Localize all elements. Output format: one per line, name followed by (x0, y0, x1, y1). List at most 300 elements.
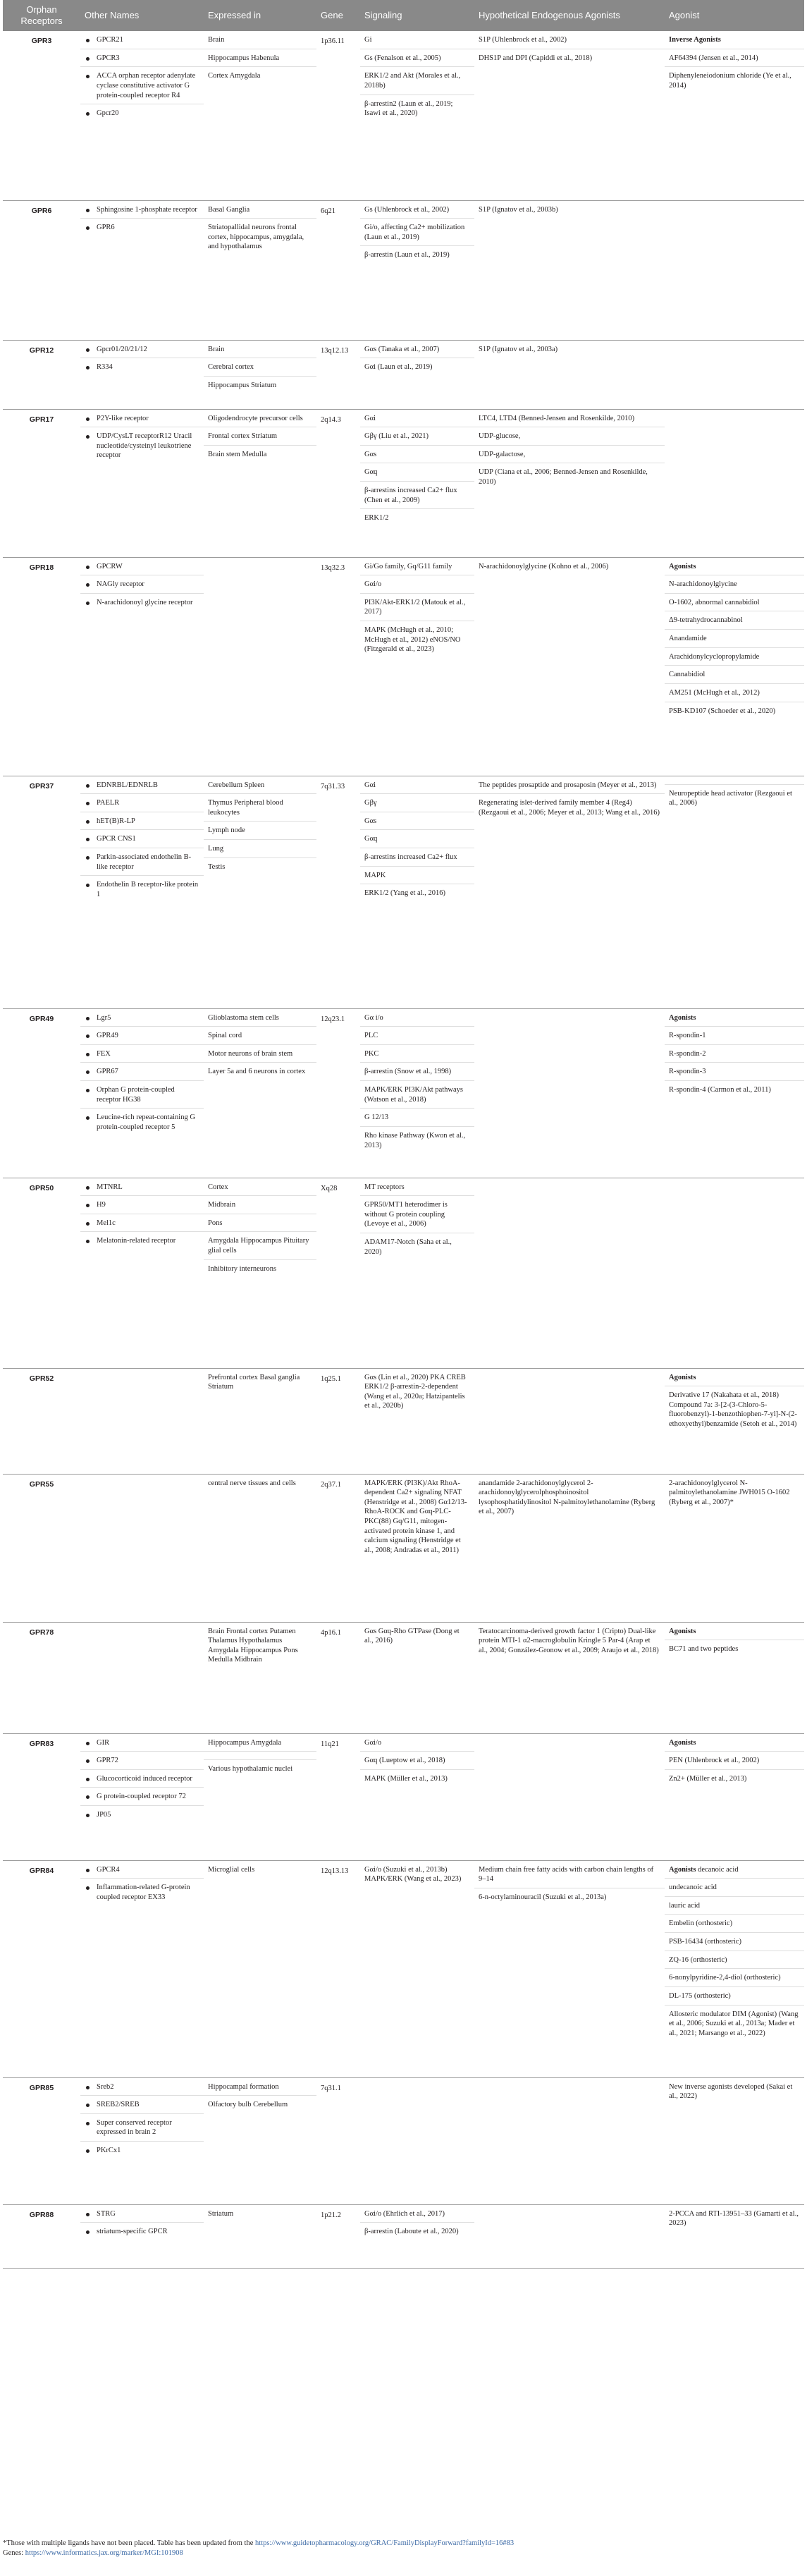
bullet-icon (86, 1742, 90, 1745)
other-name-column (80, 340, 204, 409)
other-name-column (80, 1368, 204, 1474)
agonist: R-spondin-2 (665, 1045, 804, 1063)
agonist: New inverse agonists developed (Sakai et al., 2022) (669, 2082, 793, 2101)
hypothetical-agonist-column (474, 1008, 665, 1178)
signaling: Gαs (Tanaka et al., 2007) (360, 341, 474, 359)
gene-location: 1p21.2 (316, 2204, 360, 2268)
signaling-column (360, 1622, 474, 1733)
other-name-text: Sreb2 (97, 2082, 114, 2091)
header-other-names: Other Names (80, 0, 204, 31)
other-name-text: GPR72 (97, 1757, 118, 1765)
bullet-icon (86, 802, 90, 805)
bullet-icon (86, 1017, 90, 1020)
signaling-column (360, 200, 474, 340)
footnote-line-2 (3, 2548, 804, 2558)
agonist-column (665, 1178, 804, 1368)
bullet-icon (86, 1869, 90, 1872)
signaling-column (360, 1368, 474, 1474)
expressed-in: Midbrain (204, 1196, 316, 1214)
other-name-text: GPCR3 (97, 54, 120, 62)
signaling: PKC (360, 1045, 474, 1063)
other-name (80, 594, 204, 611)
signaling: Rho kinase Pathway (Kwon et al., 2013) (364, 1131, 466, 1149)
table-row (3, 2077, 804, 2204)
signaling: Gαi/o (360, 575, 474, 594)
hypothetical-agonist: UDP-glucose, (474, 427, 665, 446)
agonist: Δ9-tetrahydrocannabinol (665, 611, 804, 630)
expressed-in: Cortex Amygdala (208, 72, 261, 80)
signaling: Gαi/o (Suzuki et al., 2013b) MAPK/ERK (Wang et al., 2023) (364, 1865, 462, 1884)
bullet-icon (86, 112, 90, 116)
hypothetical-agonist: UDP-galactose, (474, 446, 665, 464)
agonist: Diphenyleneiodonium chloride (Ye et al., 2014) (669, 72, 791, 90)
agonist: O-1602, abnormal cannabidiol (665, 594, 804, 612)
signaling-column (360, 557, 474, 776)
agonist-column (665, 2204, 804, 2268)
signaling: β-arrestin2 (Laun et al., 2019; Isawi et al., 2020) (364, 99, 453, 118)
signaling: Gαi/o (360, 1734, 474, 1752)
receptor-name: GPR83 (3, 1733, 80, 1860)
other-name-column (80, 409, 204, 557)
other-name (80, 2205, 204, 2223)
expressed-in: Inhibitory interneurons (208, 1264, 277, 1273)
signaling-column (360, 776, 474, 1008)
signaling-column (360, 2204, 474, 2268)
signaling: MAPK (McHugh et al., 2010; McHugh et al., 2012) eNOS/NO (Fitzgerald et al., 2023) (364, 626, 461, 654)
other-name (80, 1009, 204, 1027)
agonist: BC71 and two peptides (669, 1645, 739, 1654)
signaling: Gαq (360, 830, 474, 848)
bullet-icon (86, 602, 90, 605)
gene-location: 1q25.1 (316, 1368, 360, 1474)
other-name-column (80, 776, 204, 1008)
expressed-in: Striatum (208, 2209, 234, 2218)
agonist: AF64394 (Jensen et al., 2014) (665, 49, 804, 68)
agonist: lauric acid (665, 1897, 804, 1915)
expressed-in: Brain Frontal cortex Putamen Thalamus Hypothalamus Amygdala Hippocampus Pons Medulla Midbrain (208, 1627, 298, 1664)
signaling: Gαi (Laun et al., 2019) (364, 363, 433, 372)
signaling: Gi/Go family, Gq/G11 family (360, 558, 474, 576)
signaling: Gαs (360, 812, 474, 831)
signaling-column (360, 1008, 474, 1178)
signaling-column (360, 1474, 474, 1622)
hypothetical-agonist-column (474, 2204, 665, 2268)
signaling: β-arrestin (Laboute et al., 2020) (364, 2228, 459, 2236)
other-name-text: Inflammation-related G-protein coupled receptor EX33 (97, 1884, 190, 1901)
agonist: Inverse Agonists (665, 31, 804, 49)
gene-location: 4p16.1 (316, 1622, 360, 1733)
table-row (3, 1733, 804, 1860)
agonist-column (665, 409, 804, 557)
gene-location: 11q21 (316, 1733, 360, 1860)
agonist: Arachidonylcyclopropylamide (665, 648, 804, 666)
table-row (3, 2204, 804, 2268)
other-name (80, 31, 204, 49)
other-name-text: FEX (97, 1049, 111, 1058)
other-name (80, 104, 204, 122)
agonist-column (665, 31, 804, 200)
header-expressed-in: Expressed in (204, 0, 316, 31)
receptor-name: GPR49 (3, 1008, 80, 1178)
expressed-in: central nerve tissues and cells (208, 1479, 296, 1487)
other-name-text: GIR (97, 1738, 110, 1747)
expressed-in (204, 1752, 316, 1760)
expressed-in-column (204, 31, 316, 200)
hypothetical-agonist-column (474, 31, 665, 200)
other-name-column (80, 31, 204, 200)
table-row (3, 557, 804, 776)
other-name (80, 1788, 204, 1806)
signaling: Gαs Gαq-Rho GTPase (Dong et al., 2016) (364, 1627, 460, 1645)
other-name-column (80, 1733, 204, 1860)
other-name-text: striatum-specific GPCR (97, 2228, 168, 2236)
signaling: Gβγ (360, 794, 474, 812)
signaling: β-arrestin (Snow et al., 1998) (360, 1063, 474, 1081)
gene-location: 12q23.1 (316, 1008, 360, 1178)
receptor-name: GPR18 (3, 557, 80, 776)
signaling: Gαs (360, 446, 474, 464)
hypothetical-agonist: N-arachidonoylglycine (Kohno et al., 2006) (479, 562, 609, 570)
other-name-text: Endothelin B receptor-like protein 1 (97, 881, 199, 898)
other-name (80, 2223, 204, 2240)
signaling: β-arrestins increased Ca2+ flux (Chen et al., 2009) (360, 482, 474, 509)
gene-location: Xq28 (316, 1178, 360, 1368)
hypothetical-agonist: 6-n-octylaminouracil (Suzuki et al., 2013a) (479, 1893, 607, 1901)
hypothetical-agonist-column (474, 2077, 665, 2204)
bullet-icon (86, 2086, 90, 2089)
gene-location: 13q32.3 (316, 557, 360, 776)
agonist: Derivative 17 (Nakahata et al., 2018) Compound 7a: 3-[2-(3-Chloro-5-fluorobenzyl)-1-benzothiophen-7-yl]-N-(2-ethoxyethyl)benzamide (Setoh et al., 2014) (669, 1391, 797, 1429)
other-name-text: H9 (97, 1201, 106, 1209)
other-name-text: Glucocorticoid induced receptor (97, 1774, 192, 1783)
expressed-in: Lung (204, 840, 316, 858)
expressed-in: Layer 5a and 6 neurons in cortex (208, 1068, 306, 1076)
agonist: Agonists (665, 1734, 804, 1752)
other-name-text: GPR6 (97, 224, 115, 232)
agonist: Agonists decanoic acid (665, 1861, 804, 1879)
agonist: 6-nonylpyridine-2,4-diol (orthosteric) (665, 1969, 804, 1987)
bullet-icon (86, 435, 90, 439)
other-name-column (80, 2077, 204, 2204)
signaling: Gαq (Lueptow et al., 2018) (360, 1752, 474, 1770)
other-name-text: STRG (97, 2209, 116, 2218)
bullet-icon (86, 209, 90, 212)
other-name-column (80, 1178, 204, 1368)
expressed-in: Oligodendrocyte precursor cells (204, 410, 316, 428)
receptor-name: GPR6 (3, 200, 80, 340)
agonist: 2-arachidonoylglycerol N-palmitoylethanolamine JWH015 O-1602 (Ryberg et al., 2007)* (669, 1479, 790, 1506)
other-name-text: hET(B)R-LP (97, 817, 135, 825)
bullet-icon (86, 1814, 90, 1817)
hypothetical-agonist: Medium chain free fatty acids with carbon chain lengths of 9–14 (474, 1861, 665, 1888)
gene-location: 1p36.11 (316, 31, 360, 200)
signaling: Gs (Fenalson et al., 2005) (360, 49, 474, 68)
signaling: ERK1/2 (364, 514, 389, 523)
other-name-text: JP05 (97, 1811, 111, 1819)
signaling: Gαq (360, 463, 474, 482)
other-name (80, 1879, 204, 1905)
gene-location: 12q13.13 (316, 1860, 360, 2077)
bullet-icon (86, 1204, 90, 1207)
hypothetical-agonist: S1P (Ignatov et al., 2003a) (479, 345, 558, 353)
other-name-text: NAGly receptor (97, 580, 144, 589)
other-name-text: PAELR (97, 799, 120, 807)
signaling-column (360, 1733, 474, 1860)
other-name-text: Melatonin-related receptor (97, 1237, 176, 1245)
receptor-name: GPR12 (3, 340, 80, 409)
expressed-in: Prefrontal cortex Basal ganglia Striatum (208, 1373, 300, 1391)
receptor-name: GPR3 (3, 31, 80, 200)
receptor-name: GPR50 (3, 1178, 80, 1368)
table-row (3, 1368, 804, 1474)
expressed-in: Amygdala Hippocampus Pituitary glial cells (204, 1232, 316, 1259)
bullet-icon (86, 2230, 90, 2234)
gene-location: 2q37.1 (316, 1474, 360, 1622)
signaling: β-arrestins increased Ca2+ flux (360, 848, 474, 867)
signaling: Gi/o, affecting Ca2+ mobilization (Laun et al., 2019) (360, 219, 474, 246)
hypothetical-agonist: UDP (Ciana et al., 2006; Benned-Jensen and Rosenkilde, 2010) (479, 468, 648, 487)
bullet-icon (86, 1795, 90, 1799)
other-name (80, 1861, 204, 1879)
hypothetical-agonist-column (474, 776, 665, 1008)
other-name-text: Mel1c (97, 1219, 116, 1227)
header-signaling: Signaling (360, 0, 474, 31)
bullet-icon (86, 2213, 90, 2216)
bullet-icon (86, 566, 90, 569)
table-row (3, 31, 804, 200)
signaling: β-arrestin (Laun et al., 2019) (364, 251, 450, 260)
other-name-column (80, 1622, 204, 1733)
signaling-column (360, 1178, 474, 1368)
expressed-in: Lymph node (204, 822, 316, 840)
other-name-text: Orphan G protein-coupled receptor HG38 (97, 1086, 175, 1104)
gene-location: 13q12.13 (316, 340, 360, 409)
expressed-in-column (204, 1622, 316, 1733)
other-name-text: UDP/CysLT receptorR12 Uracil nucleotide/cysteinyl leukotriene receptor (97, 432, 192, 460)
agonist-column (665, 1474, 804, 1622)
other-name-text: Gpcr20 (97, 109, 119, 118)
agonist-column (665, 776, 804, 1008)
other-name-text: Super conserved receptor expressed in brain 2 (97, 2118, 172, 2137)
other-name-column (80, 1008, 204, 1178)
expressed-in-column (204, 1008, 316, 1178)
footnote-link-guidetopharmacology[interactable]: https://www.guidetopharmacology.org/GRAC/FamilyDisplayForward?familyId=16#83 (255, 2539, 515, 2547)
signaling: Gα i/o (360, 1009, 474, 1027)
orphan-receptor-table (3, 0, 804, 2269)
bullet-icon (86, 1089, 90, 1092)
other-name (80, 1214, 204, 1233)
hypothetical-agonist: Regenerating islet-derived family member 4 (Reg4) (Rezgaoui et al., 2006; Meyer et al., 2013; Wang et al., 2016) (479, 799, 660, 817)
other-name-column (80, 557, 204, 776)
signaling: Gαi (360, 410, 474, 428)
hypothetical-agonist: Teratocarcinoma-derived growth factor 1 (Cripto) Dual-like protein MTI-1 α2-macroglobulin Kringle 5 Par-4 (Arap et al., 2004; González-Gronow et al., 2009; Araujo et al., 2018) (479, 1627, 659, 1654)
other-name-text: GPR67 (97, 1068, 118, 1076)
signaling: PLC (360, 1027, 474, 1045)
receptor-name: GPR84 (3, 1860, 80, 2077)
other-name-text: Leucine-rich repeat-containing G protein-coupled receptor 5 (97, 1113, 195, 1131)
other-name (80, 1063, 204, 1081)
agonist: Anandamide (665, 630, 804, 648)
bullet-icon (86, 2104, 90, 2107)
bullet-icon (86, 1116, 90, 1120)
signaling: MAPK/ERK (PI3K)/Akt RhoA-dependent Ca2+ signaling NFAT (Henstridge et al., 2008) Gα12/13-RhoA-ROCK and Gαq-PLC-PKC(88) Gq/G11, mitogen-activated protein kinase 1, and calcium signaling (Henstridge et al., 2008; Andradas et al., 2011) (364, 1479, 467, 1554)
agonist-column (665, 1622, 804, 1733)
table-row (3, 409, 804, 557)
other-name (80, 1081, 204, 1109)
other-name (80, 812, 204, 831)
agonist-column (665, 1733, 804, 1860)
bullet-icon (86, 1070, 90, 1074)
expressed-in-column (204, 340, 316, 409)
table-row (3, 1860, 804, 2077)
agonist-column (665, 557, 804, 776)
agonist: PEN (Uhlenbrock et al., 2002) (665, 1752, 804, 1770)
receptor-name: GPR85 (3, 2077, 80, 2204)
agonist: N-arachidonoylglycine (665, 575, 804, 594)
agonist: R-spondin-3 (665, 1063, 804, 1081)
agonist: R-spondin-4 (Carmon et al., 2011) (669, 1086, 771, 1094)
expressed-in: Testis (208, 862, 226, 871)
table-row (3, 1622, 804, 1733)
hypothetical-agonist-column (474, 409, 665, 557)
expressed-in: Microglial cells (208, 1865, 255, 1874)
other-name (80, 1806, 204, 1824)
table-row (3, 1178, 804, 1368)
agonist: undecanoic acid (665, 1879, 804, 1897)
expressed-in: Hippocampus Habenula (204, 49, 316, 68)
agonist: DL-175 (orthosteric) (665, 1987, 804, 2006)
expressed-in: Brain (204, 341, 316, 359)
hypothetical-agonist: S1P (Ignatov et al., 2003b) (479, 205, 558, 214)
agonist: Cannabidiol (665, 666, 804, 684)
agonist: AM251 (McHugh et al., 2012) (665, 684, 804, 702)
other-name-column (80, 200, 204, 340)
bullet-icon (86, 820, 90, 824)
other-name (80, 49, 204, 68)
table-row (3, 1008, 804, 1178)
footnote-genes-label: Genes: (3, 2549, 25, 2558)
signaling-column (360, 31, 474, 200)
bullet-icon (86, 838, 90, 841)
header-hypothetical-endogenous-agonists: Hypothetical Endogenous Agonists (474, 0, 665, 31)
other-name (80, 1770, 204, 1788)
agonist: Allosteric modulator DIM (Agonist) (Wang et al., 2006; Suzuki et al., 2013a; Mader et al., 2021; Marsango et al., 2022) (669, 2010, 799, 2037)
signaling: Gαs (Lin et al., 2020) PKA CREB ERK1/2 β-arrestin-2-dependent (Wang et al., 2020a; Hatzipantelis et al., 2020b) (364, 1373, 466, 1410)
other-name (80, 1232, 204, 1250)
signaling: Gβγ (Liu et al., 2021) (360, 427, 474, 446)
agonist-column (665, 1368, 804, 1474)
other-name (80, 427, 204, 464)
agonist: PSB-KD107 (Schoeder et al., 2020) (669, 707, 776, 715)
bullet-icon (86, 1222, 90, 1226)
table-row (3, 776, 804, 1008)
bullet-icon (86, 1186, 90, 1190)
expressed-in: Thymus Peripheral blood leukocytes (204, 794, 316, 822)
other-name-text: EDNRBL/EDNRLB (97, 781, 158, 789)
other-name (80, 219, 204, 236)
other-name (80, 1027, 204, 1045)
bullet-icon (86, 226, 90, 230)
other-name (80, 876, 204, 903)
bullet-icon (86, 1886, 90, 1890)
footnote-text: *Those with multiple ligands have not been placed. Table has been updated from the (3, 2539, 256, 2547)
bullet-icon (86, 1240, 90, 1243)
receptor-name: GPR17 (3, 409, 80, 557)
other-name (80, 848, 204, 876)
receptor-name: GPR88 (3, 2204, 80, 2268)
signaling-column (360, 2077, 474, 2204)
table-row (3, 200, 804, 340)
table-row (3, 340, 804, 409)
expressed-in-column (204, 776, 316, 1008)
expressed-in: Striatopallidal neurons frontal cortex, hippocampus, amygdala, and hypothalamus (208, 224, 304, 251)
other-name (80, 358, 204, 376)
hypothetical-agonist: S1P (Uhlenbrock et al., 2002) (474, 31, 665, 49)
signaling-column (360, 409, 474, 557)
other-name (80, 2114, 204, 2142)
other-name-text: N-arachidonoyl glycine receptor (97, 598, 193, 606)
receptor-name: GPR78 (3, 1622, 80, 1733)
other-name-text: GPCR CNS1 (97, 835, 136, 843)
hypothetical-agonist: DHS1P and DPI (Capiddi et al., 2018) (479, 54, 593, 62)
other-name-text: G protein-coupled receptor 72 (97, 1793, 186, 1801)
other-name-text: MTNRL (97, 1183, 123, 1191)
other-name (80, 1196, 204, 1214)
signaling: ERK1/2 and Akt (Morales et al., 2018b) (360, 67, 474, 94)
agonist: Agonists (665, 558, 804, 576)
agonist: ZQ-16 (orthosteric) (665, 1951, 804, 1970)
agonist: Zn2+ (Müller et al., 2013) (669, 1774, 747, 1783)
other-name (80, 2078, 204, 2096)
footnote-link-informatics[interactable]: https://www.informatics.jax.org/marker/MGI:101908 (25, 2549, 183, 2558)
bullet-icon (86, 1034, 90, 1038)
hypothetical-agonist-column (474, 1178, 665, 1368)
expressed-in-column (204, 1368, 316, 1474)
signaling: MAPK/ERK PI3K/Akt pathways (Watson et al., 2018) (360, 1081, 474, 1109)
bullet-icon (86, 1759, 90, 1763)
agonist: Agonists (665, 1623, 804, 1641)
footnote-line-1 (3, 2539, 804, 2548)
other-name (80, 1045, 204, 1063)
expressed-in: Various hypothalamic nuclei (208, 1765, 293, 1774)
hypothetical-agonist-column (474, 1733, 665, 1860)
agonist-column (665, 1860, 804, 2077)
gene-location: 2q14.3 (316, 409, 360, 557)
expressed-in: Pons (204, 1214, 316, 1233)
agonist: R-spondin-1 (665, 1027, 804, 1045)
receptor-name: GPR55 (3, 1474, 80, 1622)
receptor-name: GPR37 (3, 776, 80, 1008)
other-name-text: PKrCx1 (97, 2147, 121, 2155)
expressed-in: Glioblastoma stem cells (204, 1009, 316, 1027)
signaling: Gi (360, 31, 474, 49)
hypothetical-agonist: LTC4, LTD4 (Benned-Jensen and Rosenkilde, 2010) (474, 410, 665, 428)
hypothetical-agonist: The peptides prosaptide and prosaposin (Meyer et al., 2013) (474, 776, 665, 795)
other-name-text: GPR49 (97, 1032, 118, 1040)
signaling: MT receptors (360, 1178, 474, 1197)
bullet-icon (86, 884, 90, 887)
other-name (80, 67, 204, 104)
other-name-text: Parkin-associated endothelin B-like receptor (97, 853, 192, 871)
other-name (80, 575, 204, 594)
bullet-icon (86, 2149, 90, 2153)
bullet-icon (86, 583, 90, 587)
bullet-icon (86, 366, 90, 370)
expressed-in-column (204, 1733, 316, 1860)
other-name (80, 410, 204, 428)
signaling: ERK1/2 (Yang et al., 2016) (364, 889, 446, 898)
expressed-in: Cerebellum Spleen (204, 776, 316, 795)
